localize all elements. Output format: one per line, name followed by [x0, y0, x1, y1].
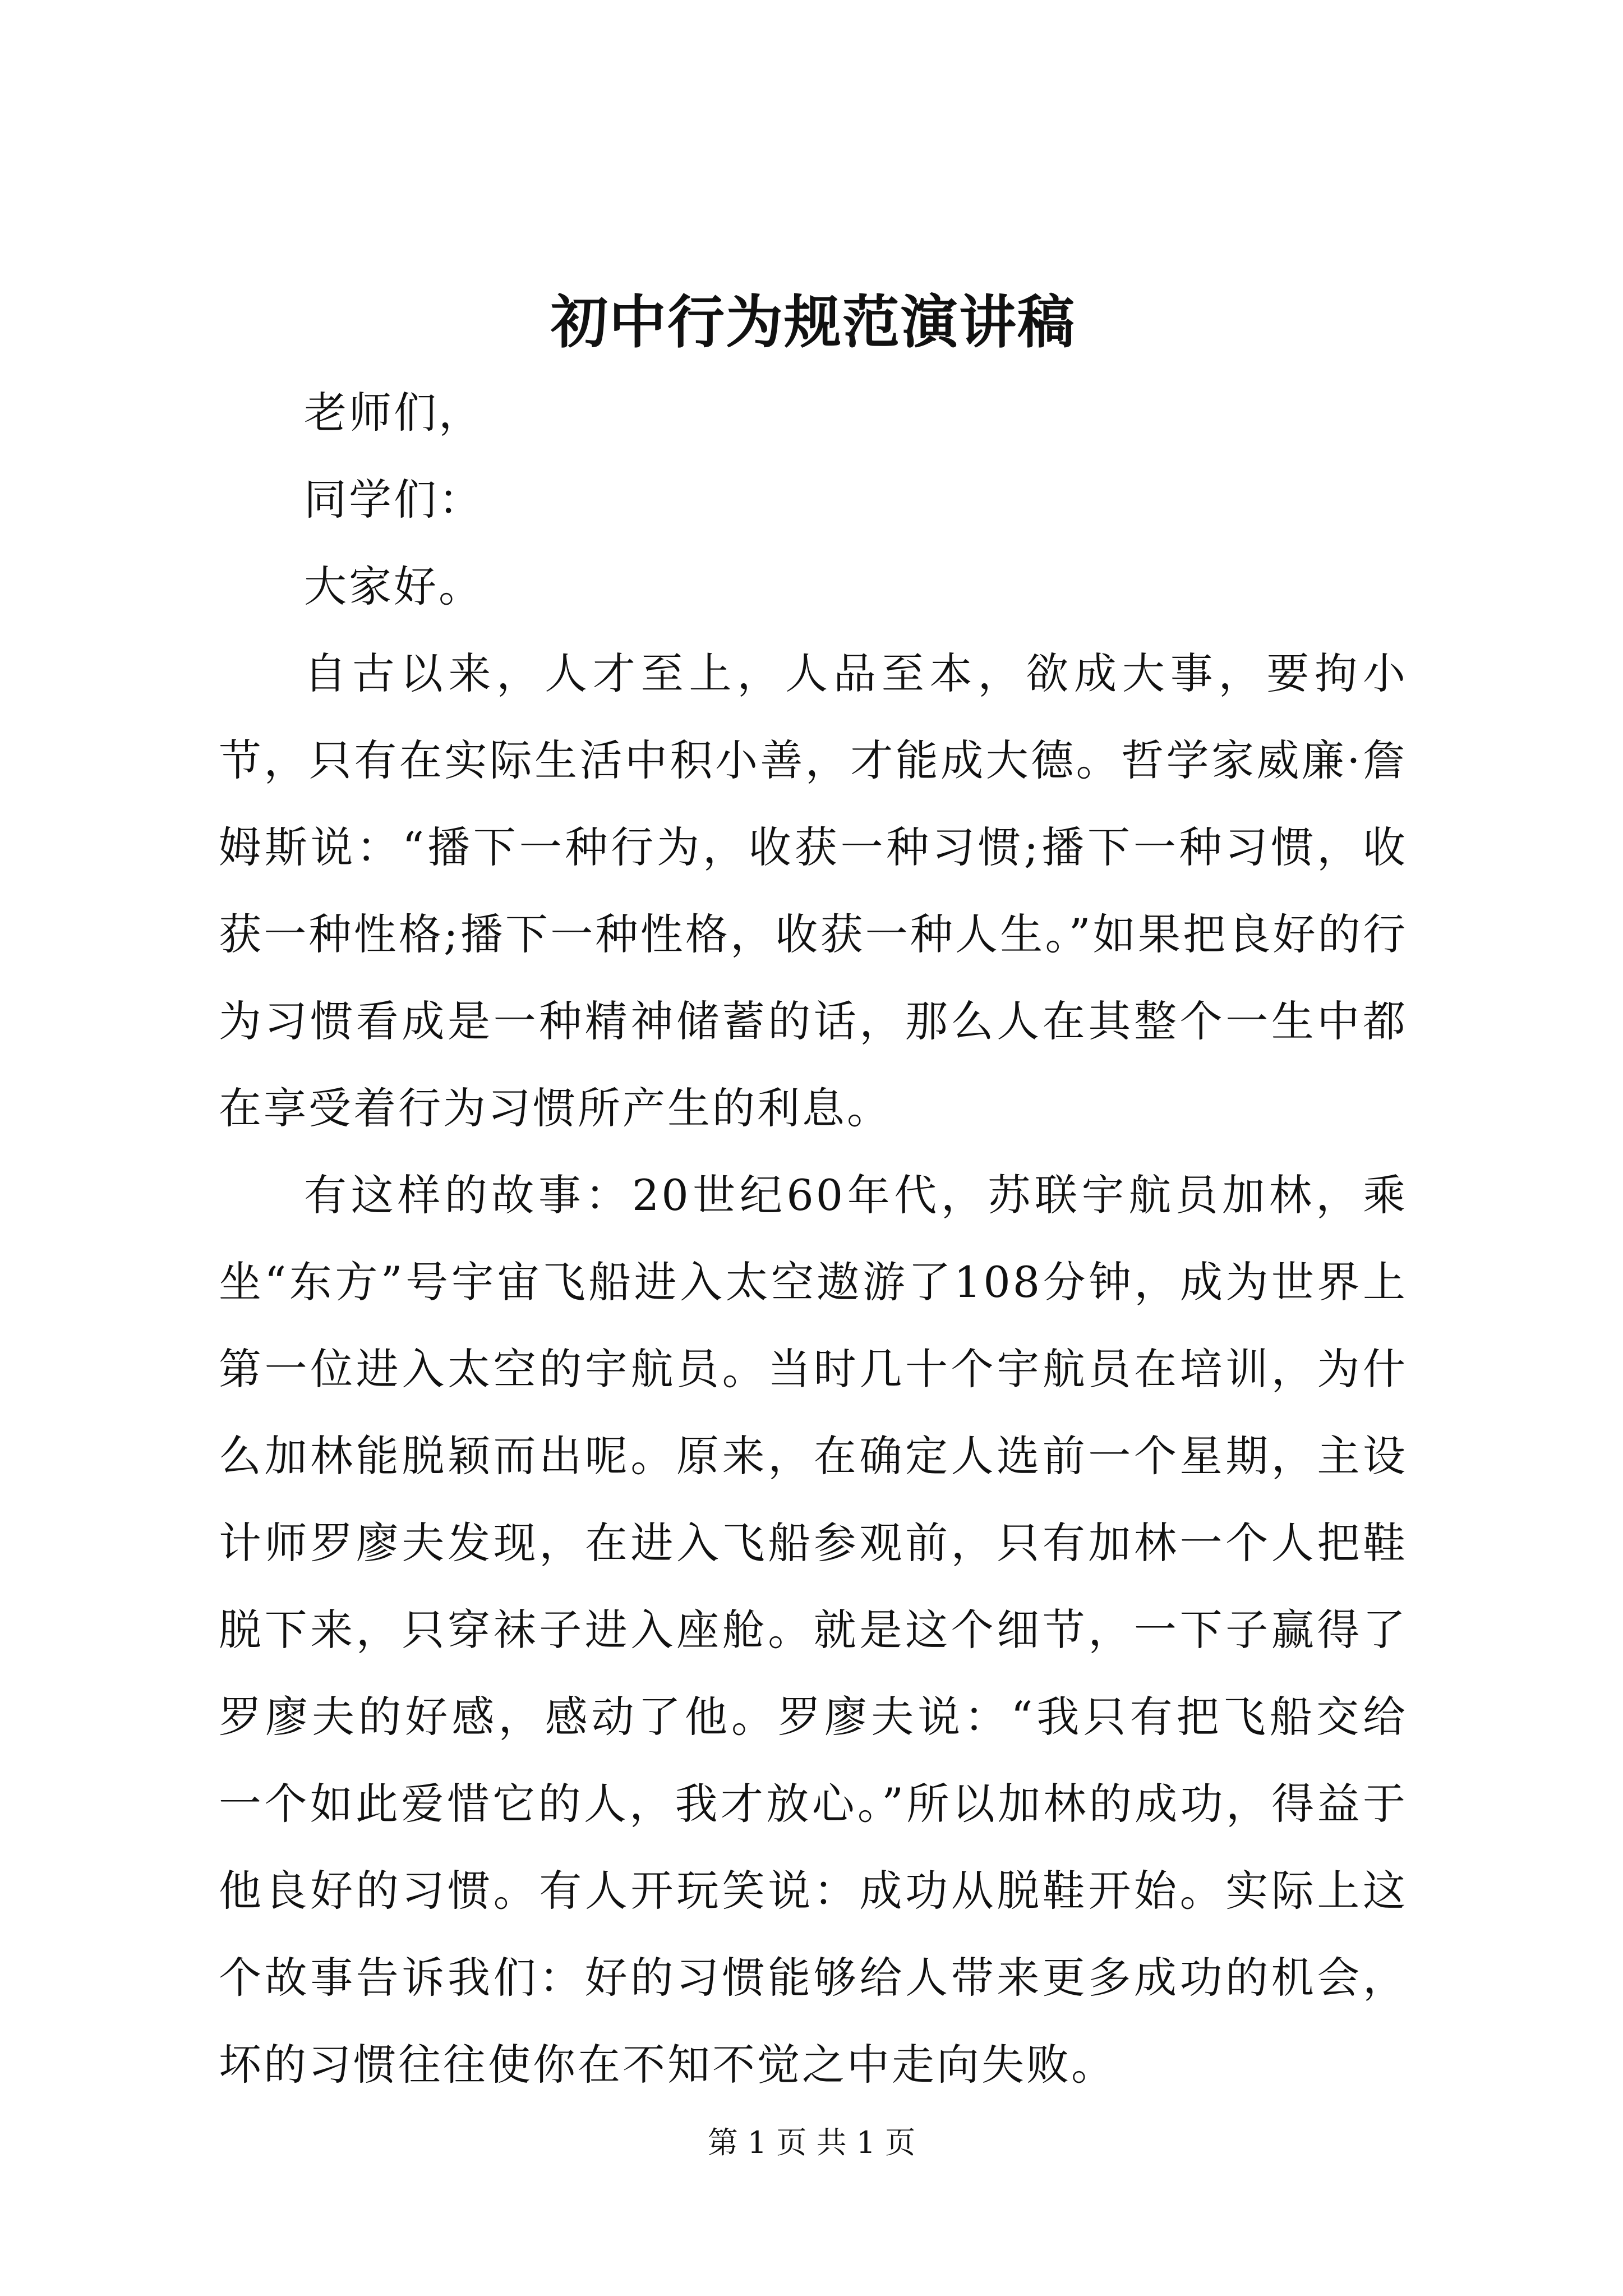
page-footer: 第 1 页 共 1 页 [707, 2125, 916, 2160]
greeting-teachers: 老师们， [304, 388, 483, 438]
document-body [219, 280, 1408, 2108]
paragraph-gagarin-story: 有这样的故事：20世纪60年代，苏联宇航员加林，乘坐“东方”号宇宙飞船进入太空遨游了108分钟，成为世界上第一位进入太空的宇航员。当时几十个宇航员在培训，为什么加林能脱颖而出呢。原来，在确定人选前一个星期，主设计师罗廖夫发现，在进入飞船参观前，只有加林一个人把鞋脱下来，只穿袜子进入座舱。就是这个细节，一下子赢得了罗廖夫的好感，感动了他。罗廖夫说：“我只有把飞船交给一个如此爱惜它的人，我才放心。”所以加林的成功，得益于他良好的习惯。有人开玩笑说：成功从脱鞋开始。实际上这个故事告诉我们：好的习惯能够给人带来更多成功的机会，坏的习惯往往使你在不知不觉之中走向失败。 [219, 1170, 1408, 2090]
paragraph-habits-intro: 自古以来，人才至上，人品至本，欲成大事，要拘小节，只有在实际生活中积小善，才能成大德。哲学家威廉·詹姆斯说：“播下一种行为，收获一种习惯;播下一种习惯，收获一种性格;播下一种性格，收获一种人生。”如果把良好的行为习惯看成是一种精神储蓄的话，那么人在其整个一生中都在享受着行为习惯所产生的利息。 [219, 648, 1408, 1133]
greeting-everyone: 大家好。 [304, 562, 483, 611]
document-title: 初中行为规范演讲稿 [551, 289, 1076, 356]
greeting-students: 同学们： [304, 475, 483, 524]
